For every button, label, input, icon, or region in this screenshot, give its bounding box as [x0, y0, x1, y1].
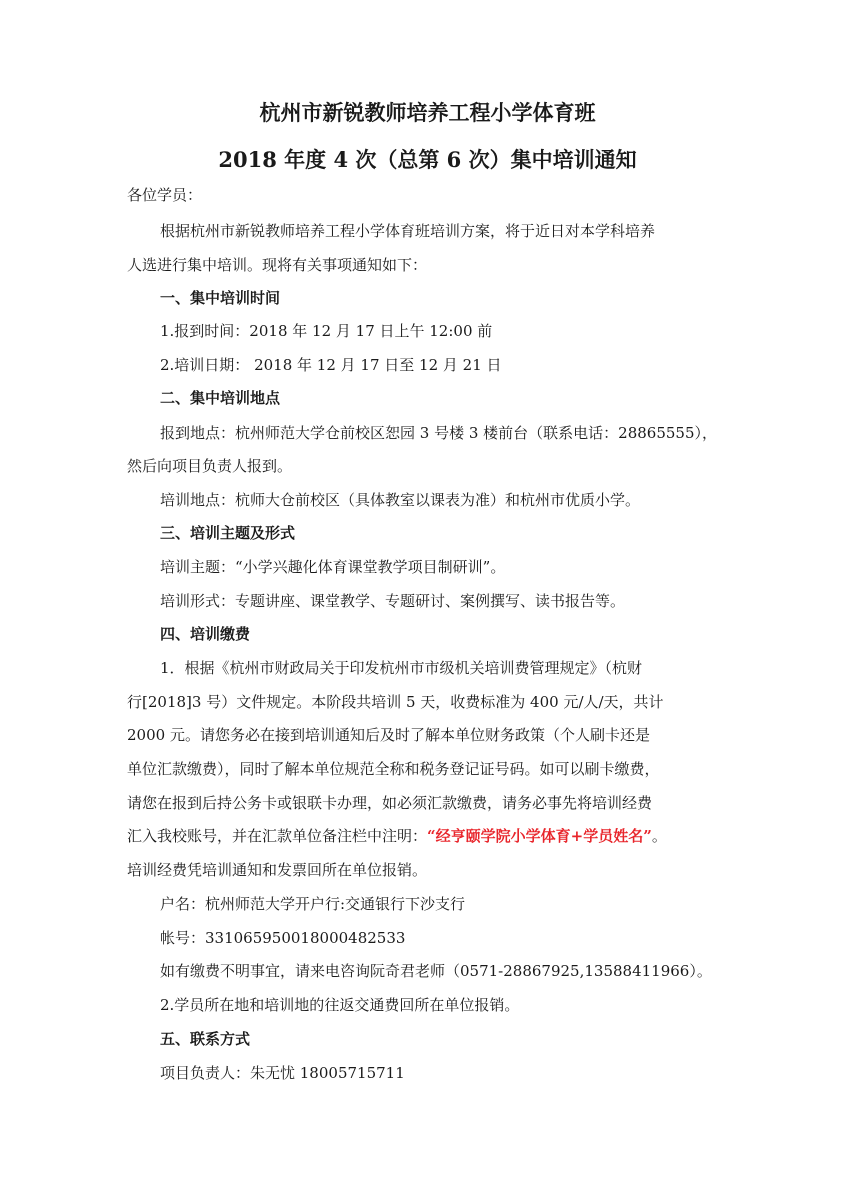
project-contact: 项目负责人：朱无忧 18005715711	[160, 1064, 405, 1082]
remittance-punctuation: 。	[651, 827, 667, 845]
training-dates: 2.培训日期： 2018 年 12 月 17 日至 12 月 21 日	[160, 356, 502, 374]
fees-paragraph-line: 行[2018]3 号）文件规定。本阶段共培训 5 天，收费标准为 400 元/人/天，共计	[127, 693, 664, 711]
intro-paragraph-line: 根据杭州市新锐教师培养工程小学体育班培训方案，将于近日对本学科培养	[160, 222, 656, 240]
section-heading-theme: 三、培训主题及形式	[160, 524, 296, 542]
fees-paragraph-line: 请您在报到后持公务卡或银联卡办理，如必须汇款缴费，请务必事先将培训经费	[127, 794, 653, 812]
payment-inquiry: 如有缴费不明事宜，请来电咨询阮奇君老师（0571-28867925,13588411966）。	[160, 962, 712, 980]
document-title: 杭州市新锐教师培养工程小学体育班	[259, 100, 596, 125]
section-heading-time: 一、集中培训时间	[160, 289, 281, 307]
intro-paragraph-line: 人选进行集中培训。现将有关事项通知如下：	[127, 256, 428, 274]
checkin-location-line: 然后向项目负责人报到。	[127, 457, 293, 475]
checkin-time: 1.报到时间：2018 年 12 月 17 日上午 12:00 前	[160, 322, 493, 340]
travel-expense-note: 2.学员所在地和培训地的往返交通费回所在单位报销。	[160, 996, 520, 1014]
training-theme: 培训主题：“小学兴趣化体育课堂教学项目制研训”。	[160, 558, 506, 576]
fees-paragraph-line: 1．根据《杭州市财政局关于印发杭州市市级机关培训费管理规定》（杭财	[160, 659, 643, 677]
bank-account-number: 帐号：331065950018000482533	[160, 929, 406, 947]
section-heading-fees: 四、培训缴费	[160, 625, 251, 643]
document-subtitle: 2018 年度 4 次（总第 6 次）集中培训通知	[218, 147, 637, 172]
checkin-location-line: 报到地点：杭州师范大学仓前校区恕园 3 号楼 3 楼前台（联系电话：28865555），	[160, 424, 718, 442]
training-venue: 培训地点：杭师大仓前校区（具体教室以课表为准）和杭州市优质小学。	[160, 491, 641, 509]
fees-paragraph-line: 培训经费凭培训通知和发票回所在单位报销。	[127, 861, 428, 879]
fees-paragraph-line: 单位汇款缴费），同时了解本单位规范全称和税务登记证号码。如可以刷卡缴费，	[127, 760, 660, 778]
remittance-instruction: 汇入我校账号，并在汇款单位备注栏中注明：	[127, 827, 428, 845]
salutation: 各位学员：	[127, 186, 203, 204]
fees-paragraph-line: 2000 元。请您务必在接到培训通知后及时了解本单位财务政策（个人刷卡还是	[127, 726, 650, 744]
remittance-note-highlight: “经亨颐学院小学体育+学员姓名”	[427, 827, 652, 845]
section-heading-location: 二、集中培训地点	[160, 389, 281, 407]
section-heading-contact: 五、联系方式	[160, 1030, 251, 1048]
bank-account-name: 户名：杭州师范大学开户行:交通银行下沙支行	[160, 895, 466, 913]
training-format: 培训形式：专题讲座、课堂教学、专题研讨、案例撰写、读书报告等。	[160, 592, 626, 610]
fees-paragraph-line	[127, 826, 667, 846]
